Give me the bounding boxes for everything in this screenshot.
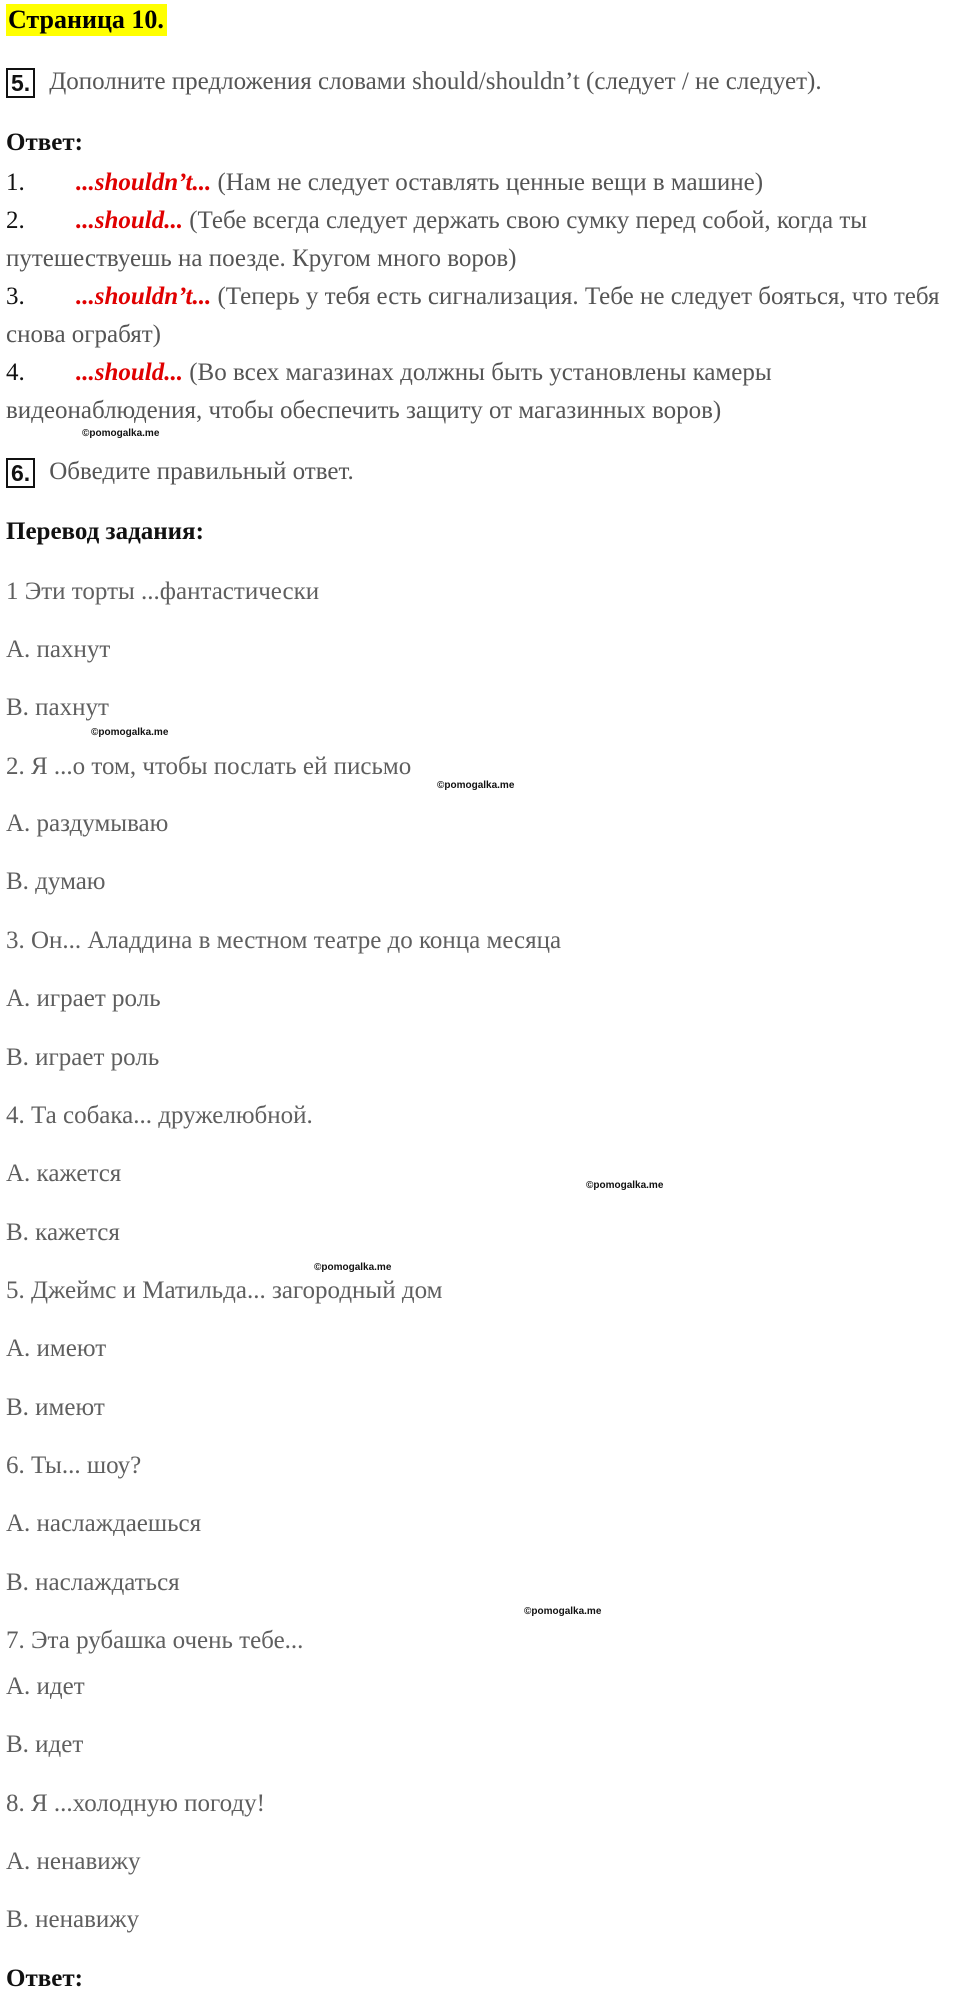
answer-number: 2. bbox=[6, 207, 25, 234]
option-a: A. идет bbox=[6, 1673, 85, 1700]
question-text: 5. Джеймс и Матильда... загородный дом bbox=[6, 1277, 443, 1304]
answer-number: 4. bbox=[6, 359, 25, 386]
answer-item bbox=[6, 354, 956, 430]
task-instruction: Дополните предложения словами should/shouldn’t (следует / не следует). bbox=[49, 68, 822, 95]
answer-heading: Ответ: bbox=[6, 129, 83, 156]
option-a: A. ненавижу bbox=[6, 1848, 141, 1875]
watermark: ©pomogalka.me bbox=[91, 727, 169, 738]
answer-translation: (Теперь у тебя есть сигнализация. Тебе не следует бояться, что тебя снова ограбят) bbox=[6, 283, 940, 348]
option-a: A. имеют bbox=[6, 1335, 107, 1362]
question-text: 3. Он... Аладдина в местном театре до конца месяца bbox=[6, 927, 562, 954]
answer-word: ...shouldn’t... bbox=[76, 283, 212, 310]
question-text: 8. Я ...холодную погоду! bbox=[6, 1790, 266, 1817]
question-text: 1 Эти торты ...фантастически bbox=[6, 578, 320, 605]
option-b: B. думаю bbox=[6, 868, 106, 895]
option-b: B. идет bbox=[6, 1731, 84, 1758]
translation-heading: Перевод задания: bbox=[6, 518, 204, 545]
question-text: 7. Эта рубашка очень тебе... bbox=[6, 1627, 304, 1654]
answer-item bbox=[6, 164, 956, 202]
answer-word: ...should... bbox=[76, 207, 183, 234]
watermark: ©pomogalka.me bbox=[586, 1180, 664, 1191]
option-a: A. кажется bbox=[6, 1160, 122, 1187]
page-title: Страница 10. bbox=[6, 4, 167, 36]
option-a: A. наслаждаешься bbox=[6, 1510, 202, 1537]
watermark: ©pomogalka.me bbox=[314, 1262, 392, 1273]
question-text: 2. Я ...о том, чтобы послать ей письмо bbox=[6, 753, 412, 780]
answer-translation: (Во всех магазинах должны быть установлены камеры видеонаблюдения, чтобы обеспечить защиту от магазинных воров) bbox=[6, 359, 772, 424]
answer-item bbox=[6, 202, 956, 278]
task-6-header bbox=[6, 456, 354, 488]
option-b: B. ненавижу bbox=[6, 1906, 140, 1933]
answer-translation: (Тебе всегда следует держать свою сумку перед собой, когда ты путешествуешь на поезде. Кругом много воров) bbox=[6, 207, 868, 272]
answer-number: 1. bbox=[6, 169, 25, 196]
answer-number: 3. bbox=[6, 283, 25, 310]
task-instruction: Обведите правильный ответ. bbox=[49, 458, 354, 485]
option-a: A. пахнут bbox=[6, 636, 111, 663]
option-b: B. кажется bbox=[6, 1219, 120, 1246]
task-number-badge: 6. bbox=[6, 458, 35, 488]
final-answer-heading: Ответ: bbox=[6, 1965, 83, 1992]
option-a: A. играет роль bbox=[6, 985, 161, 1012]
option-b: B. играет роль bbox=[6, 1044, 160, 1071]
answer-word: ...should... bbox=[76, 359, 183, 386]
option-b: B. наслаждаться bbox=[6, 1569, 180, 1596]
task-number-badge: 5. bbox=[6, 68, 35, 98]
watermark: ©pomogalka.me bbox=[524, 1606, 602, 1617]
question-text: 6. Ты... шоу? bbox=[6, 1452, 142, 1479]
task-5-header bbox=[6, 66, 822, 98]
answer-word: ...shouldn’t... bbox=[76, 169, 212, 196]
watermark: ©pomogalka.me bbox=[82, 428, 160, 439]
option-a: A. раздумываю bbox=[6, 810, 169, 837]
option-b: B. имеют bbox=[6, 1394, 105, 1421]
answer-translation: (Нам не следует оставлять ценные вещи в машине) bbox=[211, 169, 764, 196]
question-text: 4. Та собака... дружелюбной. bbox=[6, 1102, 313, 1129]
option-b: B. пахнут bbox=[6, 694, 109, 721]
answer-item bbox=[6, 278, 956, 354]
watermark: ©pomogalka.me bbox=[437, 780, 515, 791]
answer-list bbox=[6, 164, 956, 430]
